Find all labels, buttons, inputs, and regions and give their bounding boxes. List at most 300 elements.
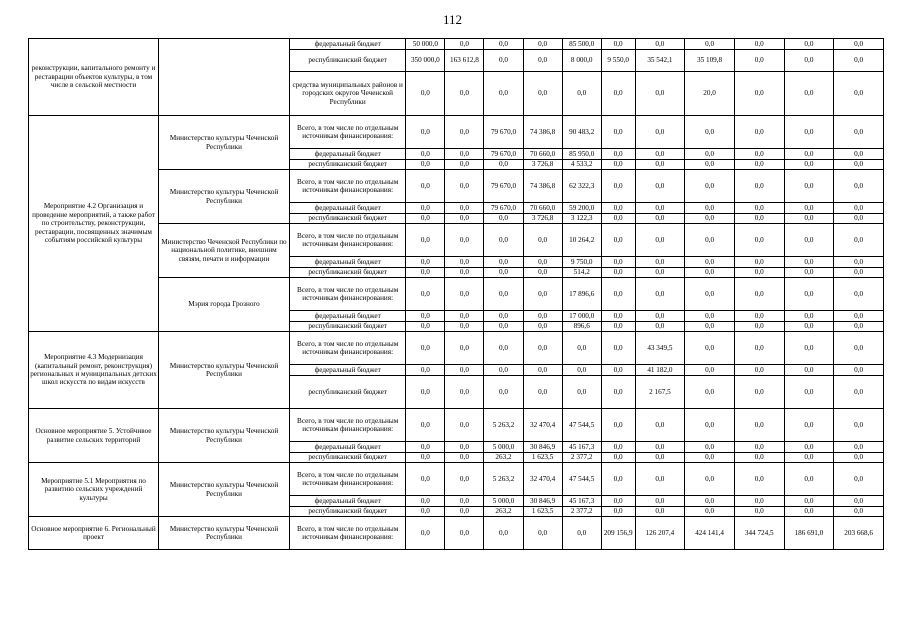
value-cell: 0,0 <box>445 365 484 376</box>
value-cell: 0,0 <box>784 203 834 214</box>
value-cell: 1 623,5 <box>523 453 562 463</box>
value-cell: 0,0 <box>445 203 484 214</box>
value-cell: 0,0 <box>406 224 445 257</box>
value-cell: 0,0 <box>406 278 445 311</box>
value-cell: 0,0 <box>734 332 784 365</box>
value-cell: 0,0 <box>784 149 834 160</box>
value-cell: 0,0 <box>734 224 784 257</box>
value-cell: 47 544,5 <box>562 409 601 442</box>
value-cell: 79 670,0 <box>484 170 523 203</box>
value-cell: 0,0 <box>445 268 484 278</box>
value-cell: 0,0 <box>834 170 884 203</box>
value-cell: 0,0 <box>784 257 834 268</box>
measure-name-cell: Мероприятие 4.3 Модернизация (капитальный ремонт, реконструкция) региональных и муниципальных детских школ искусств по видам искусств <box>29 332 159 409</box>
value-cell: 0,0 <box>484 224 523 257</box>
value-cell: 0,0 <box>685 453 735 463</box>
funding-source-cell: Всего, в том числе по отдельным источникам финансирования: <box>290 409 406 442</box>
value-cell: 0,0 <box>734 72 784 116</box>
value-cell: 0,0 <box>601 214 635 224</box>
value-cell: 0,0 <box>445 149 484 160</box>
budget-table <box>28 38 884 550</box>
executor-cell: Министерство культуры Чеченской Республики <box>158 170 289 224</box>
value-cell: 896,6 <box>562 322 601 332</box>
value-cell: 1 623,5 <box>523 507 562 517</box>
measure-name-cell: Основное мероприятие 6. Региональный проект <box>29 517 159 550</box>
value-cell: 0,0 <box>784 116 834 149</box>
funding-source-cell: Всего, в том числе по отдельным источникам финансирования: <box>290 170 406 203</box>
value-cell: 0,0 <box>406 463 445 496</box>
value-cell: 0,0 <box>834 507 884 517</box>
value-cell: 0,0 <box>406 268 445 278</box>
table-row <box>29 409 884 442</box>
funding-source-cell: федеральный бюджет <box>290 311 406 322</box>
value-cell: 43 349,5 <box>635 332 685 365</box>
value-cell: 0,0 <box>635 278 685 311</box>
value-cell: 0,0 <box>784 72 834 116</box>
value-cell: 0,0 <box>635 214 685 224</box>
funding-source-cell: Всего, в том числе по отдельным источникам финансирования: <box>290 332 406 365</box>
value-cell: 0,0 <box>601 170 635 203</box>
funding-source-cell: Всего, в том числе по отдельным источникам финансирования: <box>290 116 406 149</box>
value-cell: 59 200,0 <box>562 203 601 214</box>
value-cell: 0,0 <box>685 376 735 409</box>
value-cell: 0,0 <box>406 517 445 550</box>
value-cell: 0,0 <box>685 463 735 496</box>
value-cell: 0,0 <box>834 311 884 322</box>
value-cell: 0,0 <box>635 409 685 442</box>
value-cell: 0,0 <box>406 72 445 116</box>
value-cell: 350 000,0 <box>406 50 445 72</box>
value-cell: 0,0 <box>562 517 601 550</box>
value-cell: 0,0 <box>406 257 445 268</box>
value-cell: 0,0 <box>834 268 884 278</box>
value-cell: 0,0 <box>445 442 484 453</box>
value-cell: 0,0 <box>445 507 484 517</box>
value-cell: 0,0 <box>834 257 884 268</box>
value-cell: 0,0 <box>834 442 884 453</box>
value-cell: 0,0 <box>734 376 784 409</box>
value-cell: 0,0 <box>685 365 735 376</box>
funding-source-cell: федеральный бюджет <box>290 149 406 160</box>
budget-table-body <box>29 39 884 550</box>
value-cell: 0,0 <box>834 160 884 170</box>
value-cell: 79 670,0 <box>484 149 523 160</box>
value-cell: 0,0 <box>601 376 635 409</box>
value-cell: 0,0 <box>734 453 784 463</box>
value-cell: 0,0 <box>406 322 445 332</box>
value-cell: 0,0 <box>601 257 635 268</box>
value-cell: 0,0 <box>685 203 735 214</box>
value-cell: 0,0 <box>601 332 635 365</box>
value-cell: 9 750,0 <box>562 257 601 268</box>
value-cell: 2 167,5 <box>635 376 685 409</box>
value-cell: 0,0 <box>834 496 884 507</box>
value-cell: 186 691,0 <box>784 517 834 550</box>
value-cell: 0,0 <box>523 278 562 311</box>
value-cell: 35 109,8 <box>685 50 735 72</box>
value-cell: 0,0 <box>685 257 735 268</box>
value-cell: 0,0 <box>834 463 884 496</box>
value-cell: 0,0 <box>484 268 523 278</box>
value-cell: 17 896,6 <box>562 278 601 311</box>
value-cell: 0,0 <box>601 268 635 278</box>
value-cell: 0,0 <box>734 278 784 311</box>
value-cell: 0,0 <box>406 149 445 160</box>
value-cell: 0,0 <box>601 322 635 332</box>
value-cell: 0,0 <box>834 214 884 224</box>
value-cell: 0,0 <box>784 39 834 50</box>
value-cell: 0,0 <box>685 39 735 50</box>
value-cell: 0,0 <box>635 496 685 507</box>
value-cell: 0,0 <box>685 322 735 332</box>
value-cell: 163 612,8 <box>445 50 484 72</box>
value-cell: 5 000,0 <box>484 496 523 507</box>
value-cell: 0,0 <box>484 257 523 268</box>
value-cell: 4 533,2 <box>562 160 601 170</box>
value-cell: 0,0 <box>445 214 484 224</box>
value-cell: 0,0 <box>484 332 523 365</box>
value-cell: 0,0 <box>523 72 562 116</box>
value-cell: 0,0 <box>635 463 685 496</box>
value-cell: 2 377,2 <box>562 507 601 517</box>
value-cell: 0,0 <box>523 365 562 376</box>
value-cell: 0,0 <box>685 170 735 203</box>
executor-cell: Министерство Чеченской Республики по национальной политике, внешним связям, печати и информации <box>158 224 289 278</box>
value-cell: 0,0 <box>445 278 484 311</box>
value-cell: 0,0 <box>406 203 445 214</box>
page-number: 112 <box>442 12 463 27</box>
value-cell: 0,0 <box>635 224 685 257</box>
executor-cell: Министерство культуры Чеченской Республики <box>158 409 289 463</box>
table-row <box>29 332 884 365</box>
value-cell: 209 156,9 <box>601 517 635 550</box>
value-cell: 20,0 <box>685 72 735 116</box>
value-cell: 0,0 <box>784 453 834 463</box>
value-cell: 0,0 <box>635 322 685 332</box>
measure-name-cell: реконструкции, капитального ремонту и реставрации объектов культуры, в том числе в сельской местности <box>29 39 159 116</box>
value-cell: 0,0 <box>445 453 484 463</box>
value-cell: 0,0 <box>484 311 523 322</box>
table-row <box>29 517 884 550</box>
funding-source-cell: средства муниципальных районов и городских округов Чеченской Республики <box>290 72 406 116</box>
value-cell: 0,0 <box>834 203 884 214</box>
measure-name-cell: Основное мероприятие 5. Устойчивое развитие сельских территорий <box>29 409 159 463</box>
value-cell: 0,0 <box>685 332 735 365</box>
value-cell: 0,0 <box>635 116 685 149</box>
value-cell: 5 263,2 <box>484 409 523 442</box>
value-cell: 0,0 <box>734 311 784 322</box>
value-cell: 0,0 <box>734 268 784 278</box>
value-cell: 0,0 <box>601 507 635 517</box>
value-cell: 0,0 <box>445 496 484 507</box>
value-cell: 0,0 <box>601 224 635 257</box>
value-cell: 0,0 <box>601 453 635 463</box>
value-cell: 90 483,2 <box>562 116 601 149</box>
value-cell: 8 000,0 <box>562 50 601 72</box>
value-cell: 0,0 <box>834 116 884 149</box>
value-cell: 0,0 <box>445 409 484 442</box>
funding-source-cell: федеральный бюджет <box>290 203 406 214</box>
value-cell: 0,0 <box>685 409 735 442</box>
table-row <box>29 116 884 149</box>
value-cell: 0,0 <box>523 311 562 322</box>
value-cell: 0,0 <box>406 365 445 376</box>
funding-source-cell: республиканский бюджет <box>290 507 406 517</box>
value-cell: 0,0 <box>685 214 735 224</box>
funding-source-cell: федеральный бюджет <box>290 39 406 50</box>
value-cell: 0,0 <box>734 442 784 453</box>
value-cell: 62 322,3 <box>562 170 601 203</box>
value-cell: 10 264,2 <box>562 224 601 257</box>
value-cell: 0,0 <box>523 517 562 550</box>
measure-name-cell: Мероприятие 5.1 Мероприятия по развитию сельских учреждений культуры <box>29 463 159 517</box>
executor-cell <box>158 39 289 116</box>
value-cell: 0,0 <box>406 160 445 170</box>
value-cell: 0,0 <box>834 278 884 311</box>
table-row <box>29 39 884 50</box>
funding-source-cell: республиканский бюджет <box>290 160 406 170</box>
value-cell: 0,0 <box>734 496 784 507</box>
value-cell: 0,0 <box>834 376 884 409</box>
value-cell: 0,0 <box>601 442 635 453</box>
executor-cell: Министерство культуры Чеченской Республики <box>158 332 289 409</box>
value-cell: 0,0 <box>784 376 834 409</box>
value-cell: 0,0 <box>734 149 784 160</box>
value-cell: 0,0 <box>406 409 445 442</box>
value-cell: 0,0 <box>734 50 784 72</box>
value-cell: 0,0 <box>445 322 484 332</box>
value-cell: 0,0 <box>406 496 445 507</box>
funding-source-cell: Всего, в том числе по отдельным источникам финансирования: <box>290 517 406 550</box>
value-cell: 0,0 <box>685 224 735 257</box>
value-cell: 0,0 <box>523 322 562 332</box>
value-cell: 0,0 <box>734 463 784 496</box>
value-cell: 0,0 <box>834 50 884 72</box>
value-cell: 0,0 <box>784 507 834 517</box>
value-cell: 0,0 <box>484 365 523 376</box>
value-cell: 126 207,4 <box>635 517 685 550</box>
value-cell: 0,0 <box>834 365 884 376</box>
value-cell: 79 670,0 <box>484 116 523 149</box>
value-cell: 70 660,0 <box>523 203 562 214</box>
value-cell: 0,0 <box>445 332 484 365</box>
value-cell: 0,0 <box>523 50 562 72</box>
value-cell: 9 550,0 <box>601 50 635 72</box>
value-cell: 0,0 <box>784 322 834 332</box>
value-cell: 0,0 <box>523 39 562 50</box>
funding-source-cell: Всего, в том числе по отдельным источникам финансирования: <box>290 463 406 496</box>
funding-source-cell: Всего, в том числе по отдельным источникам финансирования: <box>290 278 406 311</box>
value-cell: 85 500,0 <box>562 39 601 50</box>
value-cell: 0,0 <box>601 203 635 214</box>
value-cell: 0,0 <box>562 376 601 409</box>
value-cell: 85 950,0 <box>562 149 601 160</box>
value-cell: 0,0 <box>445 517 484 550</box>
value-cell: 0,0 <box>601 72 635 116</box>
value-cell: 0,0 <box>734 365 784 376</box>
value-cell: 0,0 <box>601 311 635 322</box>
value-cell: 50 000,0 <box>406 39 445 50</box>
value-cell: 0,0 <box>562 332 601 365</box>
funding-source-cell: республиканский бюджет <box>290 453 406 463</box>
value-cell: 0,0 <box>685 160 735 170</box>
value-cell: 0,0 <box>406 332 445 365</box>
value-cell: 0,0 <box>734 170 784 203</box>
value-cell: 0,0 <box>601 463 635 496</box>
value-cell: 0,0 <box>406 170 445 203</box>
value-cell: 0,0 <box>635 72 685 116</box>
value-cell: 0,0 <box>445 170 484 203</box>
value-cell: 0,0 <box>523 224 562 257</box>
value-cell: 0,0 <box>834 332 884 365</box>
value-cell: 30 846,9 <box>523 442 562 453</box>
value-cell: 0,0 <box>734 160 784 170</box>
value-cell: 0,0 <box>734 116 784 149</box>
value-cell: 45 167,3 <box>562 496 601 507</box>
value-cell: 0,0 <box>784 268 834 278</box>
value-cell: 35 542,1 <box>635 50 685 72</box>
value-cell: 0,0 <box>784 496 834 507</box>
value-cell: 0,0 <box>484 50 523 72</box>
value-cell: 0,0 <box>601 409 635 442</box>
value-cell: 0,0 <box>685 268 735 278</box>
value-cell: 0,0 <box>562 72 601 116</box>
value-cell: 0,0 <box>445 39 484 50</box>
executor-cell: Мэрия города Грозного <box>158 278 289 332</box>
value-cell: 0,0 <box>685 278 735 311</box>
value-cell: 0,0 <box>484 39 523 50</box>
value-cell: 0,0 <box>523 376 562 409</box>
value-cell: 0,0 <box>685 116 735 149</box>
value-cell: 0,0 <box>484 214 523 224</box>
value-cell: 0,0 <box>484 160 523 170</box>
value-cell: 0,0 <box>784 442 834 453</box>
value-cell: 0,0 <box>635 442 685 453</box>
value-cell: 0,0 <box>834 149 884 160</box>
value-cell: 3 726,8 <box>523 160 562 170</box>
value-cell: 0,0 <box>406 116 445 149</box>
value-cell: 0,0 <box>635 507 685 517</box>
value-cell: 0,0 <box>484 376 523 409</box>
value-cell: 0,0 <box>685 311 735 322</box>
value-cell: 0,0 <box>406 507 445 517</box>
table-row <box>29 463 884 496</box>
value-cell: 0,0 <box>635 39 685 50</box>
value-cell: 74 386,8 <box>523 116 562 149</box>
value-cell: 45 167,3 <box>562 442 601 453</box>
value-cell: 0,0 <box>734 257 784 268</box>
value-cell: 0,0 <box>406 442 445 453</box>
value-cell: 0,0 <box>635 203 685 214</box>
value-cell: 0,0 <box>834 39 884 50</box>
value-cell: 0,0 <box>734 507 784 517</box>
value-cell: 0,0 <box>635 160 685 170</box>
funding-source-cell: Всего, в том числе по отдельным источникам финансирования: <box>290 224 406 257</box>
value-cell: 0,0 <box>484 72 523 116</box>
value-cell: 0,0 <box>445 116 484 149</box>
funding-source-cell: республиканский бюджет <box>290 214 406 224</box>
value-cell: 0,0 <box>734 322 784 332</box>
value-cell: 0,0 <box>523 257 562 268</box>
value-cell: 0,0 <box>601 39 635 50</box>
value-cell: 0,0 <box>406 453 445 463</box>
value-cell: 514,2 <box>562 268 601 278</box>
value-cell: 0,0 <box>834 72 884 116</box>
executor-cell: Министерство культуры Чеченской Республики <box>158 517 289 550</box>
value-cell: 5 263,2 <box>484 463 523 496</box>
funding-source-cell: республиканский бюджет <box>290 322 406 332</box>
funding-source-cell: федеральный бюджет <box>290 257 406 268</box>
value-cell: 32 470,4 <box>523 409 562 442</box>
value-cell: 17 000,0 <box>562 311 601 322</box>
value-cell: 0,0 <box>406 311 445 322</box>
value-cell: 0,0 <box>635 311 685 322</box>
value-cell: 0,0 <box>635 453 685 463</box>
value-cell: 263,2 <box>484 507 523 517</box>
value-cell: 0,0 <box>635 149 685 160</box>
executor-cell: Министерство культуры Чеченской Республики <box>158 116 289 170</box>
value-cell: 0,0 <box>734 203 784 214</box>
funding-source-cell: республиканский бюджет <box>290 376 406 409</box>
value-cell: 47 544,5 <box>562 463 601 496</box>
value-cell: 0,0 <box>784 409 834 442</box>
value-cell: 3 726,8 <box>523 214 562 224</box>
value-cell: 0,0 <box>445 311 484 322</box>
value-cell: 0,0 <box>734 214 784 224</box>
value-cell: 0,0 <box>484 517 523 550</box>
value-cell: 79 670,0 <box>484 203 523 214</box>
value-cell: 0,0 <box>601 496 635 507</box>
value-cell: 0,0 <box>784 278 834 311</box>
value-cell: 0,0 <box>523 332 562 365</box>
value-cell: 5 000,0 <box>484 442 523 453</box>
funding-source-cell: республиканский бюджет <box>290 50 406 72</box>
value-cell: 0,0 <box>784 50 834 72</box>
value-cell: 3 122,3 <box>562 214 601 224</box>
value-cell: 74 386,8 <box>523 170 562 203</box>
value-cell: 0,0 <box>601 149 635 160</box>
value-cell: 0,0 <box>562 365 601 376</box>
value-cell: 0,0 <box>635 170 685 203</box>
value-cell: 0,0 <box>601 278 635 311</box>
value-cell: 0,0 <box>484 322 523 332</box>
value-cell: 0,0 <box>685 507 735 517</box>
value-cell: 0,0 <box>784 311 834 322</box>
value-cell: 0,0 <box>445 72 484 116</box>
value-cell: 263,2 <box>484 453 523 463</box>
value-cell: 0,0 <box>784 224 834 257</box>
value-cell: 41 182,0 <box>635 365 685 376</box>
value-cell: 0,0 <box>445 160 484 170</box>
value-cell: 0,0 <box>685 149 735 160</box>
value-cell: 32 470,4 <box>523 463 562 496</box>
value-cell: 0,0 <box>635 257 685 268</box>
value-cell: 0,0 <box>406 376 445 409</box>
value-cell: 0,0 <box>445 376 484 409</box>
value-cell: 0,0 <box>834 453 884 463</box>
value-cell: 0,0 <box>406 214 445 224</box>
value-cell: 0,0 <box>834 224 884 257</box>
value-cell: 0,0 <box>445 463 484 496</box>
value-cell: 0,0 <box>784 170 834 203</box>
value-cell: 2 377,2 <box>562 453 601 463</box>
value-cell: 0,0 <box>685 442 735 453</box>
value-cell: 0,0 <box>445 224 484 257</box>
value-cell: 0,0 <box>523 268 562 278</box>
funding-source-cell: федеральный бюджет <box>290 442 406 453</box>
value-cell: 0,0 <box>784 365 834 376</box>
measure-name-cell: Мероприятие 4.2 Организация и проведение мероприятий, а также работ по строительству, реконструкции, реставрации, посвященных значимым событиям российской культуры <box>29 116 159 332</box>
